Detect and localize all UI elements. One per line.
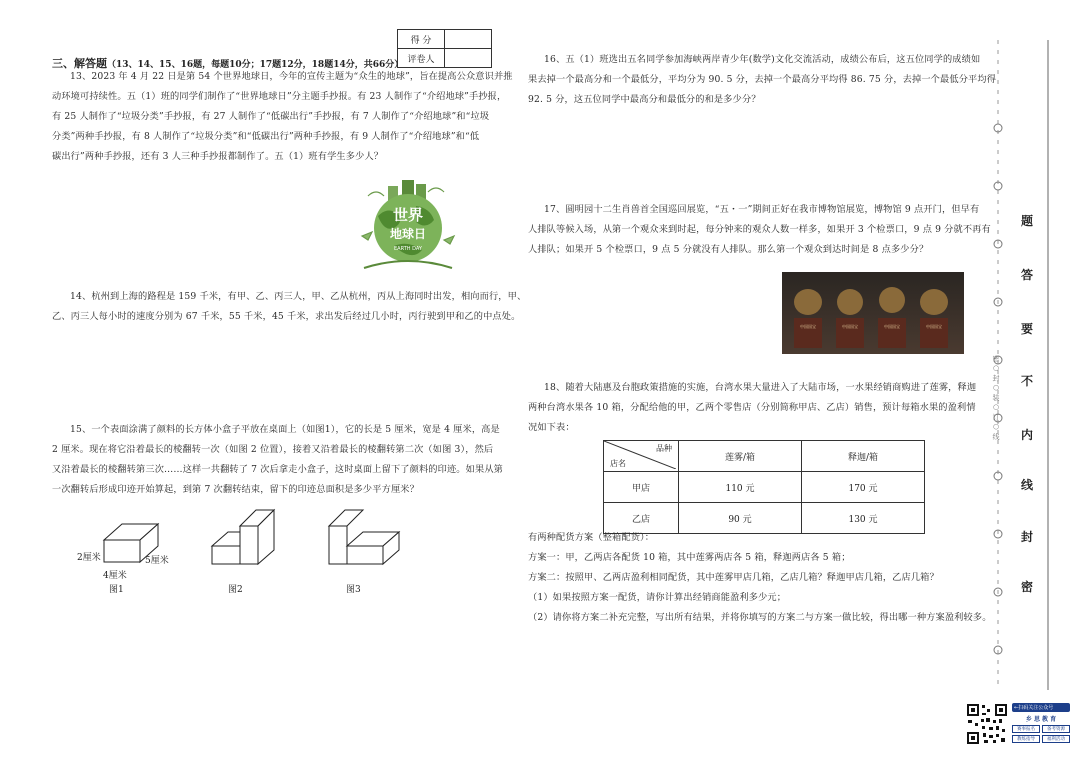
table-cell: 甲店 bbox=[604, 472, 679, 503]
promo-item[interactable]: 教练指导 bbox=[1012, 735, 1040, 743]
table-cell: 乙店 bbox=[604, 503, 679, 534]
question-18 bbox=[528, 378, 976, 438]
q15-line: 15、一个表面涂满了颜料的长方体小盒子平放在桌面上（如图1），它的长是 5 厘米，宽是 4 厘米，高是 bbox=[70, 424, 500, 435]
column-header: 莲雾/箱 bbox=[679, 441, 802, 472]
pedestal-label-4: 中国国宝 bbox=[926, 324, 942, 329]
question-16 bbox=[528, 50, 996, 110]
score-label: 得 分 bbox=[398, 30, 445, 49]
q16-line: 92. 5 分，这五位同学中最高分和最低分的和是多少分？ bbox=[528, 94, 761, 105]
figure-3-boxes bbox=[325, 506, 415, 576]
pedestal-label-1: 中国国宝 bbox=[800, 324, 816, 329]
table-corner-cell bbox=[604, 441, 679, 472]
question-14 bbox=[52, 287, 526, 327]
q16-line: 16、五（1）班选出五名同学参加海峡两岸青少年(数学)文化交流活动，成绩公布后，这五位同学的成绩如 bbox=[544, 54, 981, 65]
q13-line: 碳出行”两种手抄报，还有 3 人三种手抄报都制作了。五（1）班有学生多少人？ bbox=[52, 151, 384, 162]
q15-line: 一次翻转后形成印迹开始算起，到第 7 次翻转结束，留下的印迹总面积是多少平方厘米？ bbox=[52, 484, 419, 495]
binding-char: 内 bbox=[1021, 428, 1034, 442]
score-cell bbox=[445, 30, 492, 49]
binding-char: 密 bbox=[1021, 580, 1034, 594]
q13-line: 分类”两种手抄报，有 8 人制作了“垃圾分类”和“低碳出行”两种手抄报，有 9 人制作了“介绍地球”和“低 bbox=[52, 131, 480, 142]
corner-bottom-label: 店名 bbox=[610, 459, 626, 468]
q18-line: 况如下表： bbox=[528, 422, 575, 433]
q14-line: 乙、丙三人每小时的速度分别为 67 千米，55 千米，45 千米，求出发后经过几小时，丙行驶到甲和乙的中点处。 bbox=[52, 311, 521, 322]
grader-label: 评卷人 bbox=[398, 49, 445, 68]
binding-mini-text: 密 ○ 封 ○ 装 ○ 订 ○ 线 bbox=[992, 355, 1000, 440]
dim-width: 5厘米 bbox=[145, 556, 169, 566]
table-cell: 130 元 bbox=[802, 503, 925, 534]
q15-line: 2 厘米。现在将它沿着最长的棱翻转一次（如图 2 位置），接着又沿着最长的棱翻转第二次（如图 3），然后 bbox=[52, 444, 494, 455]
q13-line: 动环境可持续性。五（1）班的同学们制作了“世界地球日”分主题手抄报。有 23 人制作了“介绍地球”手抄报， bbox=[52, 91, 507, 102]
q18-after-line: （2）请你将方案二补充完整，写出所有结果，并将你填写的方案二与方案一做比较，得出哪一种方案盈利较多。 bbox=[528, 612, 992, 623]
zodiac-heads-photo bbox=[782, 272, 964, 354]
q17-line: 人排队等候入场，从第一个观众来到时起，每分钟来的观众人数一样多，如果开 3 个检票口，9 点 9 分就不再有 bbox=[528, 224, 991, 235]
q18-after-line: 方案二：按照甲、乙两店盈利相同配货，其中莲雾甲店几箱，乙店几箱？释迦甲店几箱，乙店几箱？ bbox=[528, 572, 939, 583]
figure-3-label: 图3 bbox=[346, 585, 361, 595]
q18-line: 18、随着大陆惠及台胞政策措施的实施，台湾水果大量进入了大陆市场，一水果经销商购进了莲雾，释迦 bbox=[544, 382, 977, 393]
table-cell: 170 元 bbox=[802, 472, 925, 503]
corner-top-label: 品种 bbox=[656, 444, 672, 453]
section-title-sub: （13、14、15、16题，每题10分；17题12分，18题14分，共66分） bbox=[107, 60, 404, 70]
qr-code[interactable] bbox=[966, 703, 1008, 745]
q16-line: 果去掉一个最高分和一个最低分，平均分为 90. 5 分，去掉一个最高分平均得 86. 75 分，去掉一个最低分平均得 bbox=[528, 74, 997, 85]
promo-item[interactable]: 福利活动 bbox=[1042, 735, 1070, 743]
q18-line: 两种台湾水果各 10 箱，分配给他的甲，乙两个零售店（分别简称甲店、乙店）销售，预计每箱水果的盈利情 bbox=[528, 402, 976, 413]
earth-logo-line1: 世界 bbox=[392, 206, 424, 224]
question-15 bbox=[52, 420, 503, 500]
q18-after-line: （1）如果按照方案一配货，请你计算出经销商能盈利多少元； bbox=[528, 592, 787, 603]
binding-char: 封 bbox=[1021, 530, 1034, 544]
dim-length: 4厘米 bbox=[103, 571, 127, 581]
question-17 bbox=[528, 200, 991, 260]
q17-line: 17、圆明园十二生肖兽首全国巡回展览，“五・一”期间正好在我市博物馆展览，博物馆 9 点开门，但早有 bbox=[544, 204, 980, 215]
promo-title: 乡 思 教 育 bbox=[1025, 716, 1057, 723]
earth-logo-line2: 地球日 bbox=[389, 227, 427, 241]
dim-height: 2厘米 bbox=[77, 553, 101, 563]
table-row bbox=[604, 472, 925, 503]
score-box bbox=[397, 29, 492, 68]
question-18-schemes bbox=[528, 528, 992, 628]
earth-day-image bbox=[358, 176, 458, 276]
q13-line: 有 25 人制作了“垃圾分类”手抄报，有 27 人制作了“低碳出行”手抄报，有 7 人制作了“介绍地球”和“垃圾 bbox=[52, 111, 490, 122]
binding-char: 题 bbox=[1021, 214, 1034, 228]
q18-after-line: 有两种配货方案（整箱配货）： bbox=[528, 532, 655, 543]
section-title-main: 三、解答题 bbox=[52, 57, 107, 70]
figure-2-boxes bbox=[208, 506, 288, 576]
q13-line: 13、2023 年 4 月 22 日是第 54 个世界地球日，今年的宣传主题为“众生的地球”，旨在提高公众意识并推 bbox=[70, 71, 513, 82]
figure-2-label: 图2 bbox=[228, 585, 243, 595]
table-cell: 90 元 bbox=[679, 503, 802, 534]
grader-cell bbox=[445, 49, 492, 68]
binding-char: 答 bbox=[1021, 268, 1034, 282]
q18-after-line: 方案一：甲，乙两店各配货 10 箱，其中莲雾两店各 5 箱，释迦两店各 5 箱； bbox=[528, 552, 851, 563]
question-13 bbox=[52, 67, 513, 167]
earth-logo-line3: EARTH DAY bbox=[394, 246, 422, 252]
pedestal-label-2: 中国国宝 bbox=[842, 324, 858, 329]
promo-header: ←扫码关注公众号 bbox=[1012, 703, 1070, 712]
profit-table bbox=[603, 440, 925, 534]
table-cell: 110 元 bbox=[679, 472, 802, 503]
figure-1-label: 图1 bbox=[109, 585, 124, 595]
column-header: 释迦/箱 bbox=[802, 441, 925, 472]
q14-line: 14、杭州到上海的路程是 159 千米，有甲、乙、丙三人，甲、乙从杭州，丙从上海同时出发，相向而行，甲、 bbox=[70, 291, 527, 302]
binding-char: 不 bbox=[1021, 374, 1034, 388]
q15-line: 又沿着最长的棱翻转第三次……这样一共翻转了 7 次后拿走小盒子，这时桌面上留下了颜料的印迹。如果从第 bbox=[52, 464, 503, 475]
q17-line: 人排队；如果开 5 个检票口，9 点 5 分就没有人排队。那么第一个观众到达时间是 8 点多少分？ bbox=[528, 244, 929, 255]
pedestal-label-3: 中国国宝 bbox=[884, 324, 900, 329]
promo-item[interactable]: 备考资源 bbox=[1042, 725, 1070, 733]
promo-box[interactable] bbox=[1012, 703, 1070, 747]
promo-item[interactable]: 赛事报名 bbox=[1012, 725, 1040, 733]
binding-char: 要 bbox=[1021, 322, 1034, 336]
binding-char: 线 bbox=[1021, 478, 1034, 492]
